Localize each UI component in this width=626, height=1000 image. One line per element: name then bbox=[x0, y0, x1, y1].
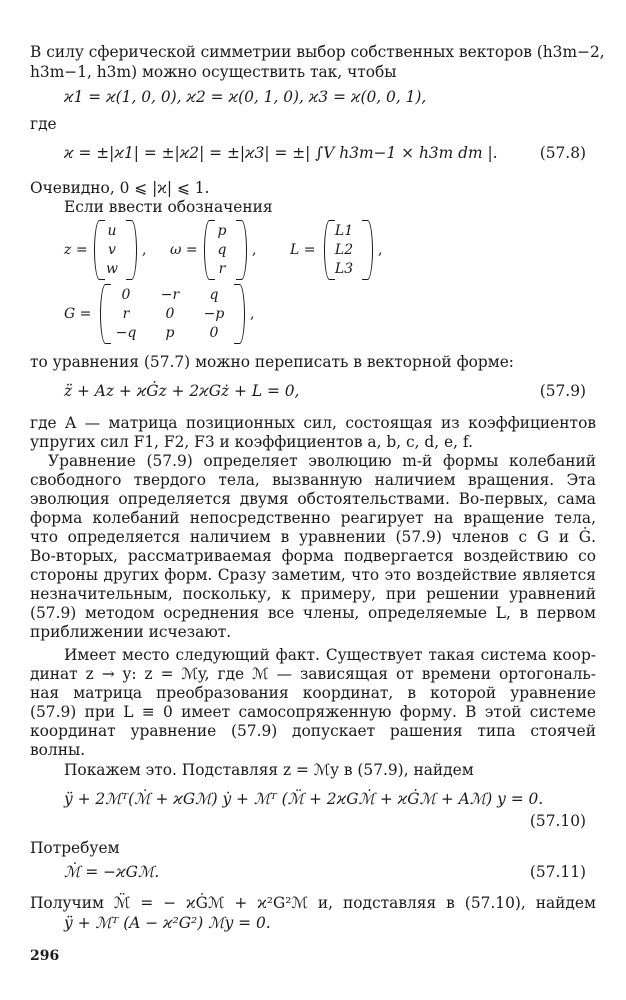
matrix-z bbox=[64, 220, 154, 280]
text-line: Получим ℳ̈ = − ϰĠℳ + ϰ²G²ℳ и, подставляя в (57.10), найдем bbox=[30, 894, 596, 912]
equation-57-9: z̈ + Az + ϰĠz + 2ϰGż + L = 0, bbox=[64, 382, 300, 400]
text-line: что определяется наличием в уравнении (57.9) членов с G и Ġ. bbox=[30, 528, 596, 546]
matrix-cell: u bbox=[107, 223, 117, 239]
separator: , bbox=[378, 242, 383, 258]
matrix-label: L = bbox=[290, 242, 316, 258]
matrix-L bbox=[290, 220, 400, 280]
text-line: Уравнение (57.9) определяет эволюцию m-й формы колебаний bbox=[48, 452, 596, 470]
text-line: ная матрица преобразования координат, в которой уравнение bbox=[30, 684, 596, 702]
matrix-label: z = bbox=[64, 242, 88, 258]
matrix-cell: 0 bbox=[165, 306, 175, 322]
paren-right bbox=[126, 220, 137, 280]
matrix-cell: L1 bbox=[334, 223, 354, 239]
paren-right bbox=[236, 220, 247, 280]
paren-left bbox=[100, 284, 111, 344]
text-line: В силу сферической симметрии выбор собственных векторов (h3m−2, bbox=[30, 43, 605, 61]
equation-number: (57.10) bbox=[529, 812, 586, 830]
separator: , bbox=[250, 306, 255, 322]
text-line: свободного твердого тела, вызванную наличием вращения. Эта bbox=[30, 471, 596, 489]
text-line: динат z → y: z = ℳy, где ℳ — зависящая от времени ортогональ- bbox=[30, 665, 596, 683]
matrix-cell: q bbox=[209, 287, 219, 303]
text-line: Если ввести обозначения bbox=[64, 198, 273, 216]
text-line: h3m−1, h3m) можно осуществить так, чтобы bbox=[30, 63, 397, 81]
text-line: волны. bbox=[30, 741, 86, 759]
text-line: приближении исчезают. bbox=[30, 623, 232, 641]
text-line: координат уравнение (57.9) допускает рашения типа стоячей bbox=[30, 722, 596, 740]
text-line: стороны других форм. Сразу заметим, что это воздействие является bbox=[30, 566, 596, 584]
matrix-cell: −p bbox=[203, 306, 225, 322]
equation-number: (57.8) bbox=[539, 144, 586, 162]
text-line: где bbox=[30, 115, 57, 133]
text-line: форма колебаний непосредственно реагирует на вращение тела, bbox=[30, 509, 596, 527]
paren-right bbox=[362, 220, 373, 280]
separator: , bbox=[142, 242, 147, 258]
equation-number: (57.11) bbox=[529, 863, 586, 881]
text-line: где A — матрица позиционных сил, состоящая из коэффициентов bbox=[30, 414, 596, 432]
text-line: Во-вторых, рассматриваемая форма подвергается воздействию со bbox=[30, 547, 596, 565]
text-line: Покажем это. Подставляя z = ℳy в (57.9), найдем bbox=[64, 761, 474, 779]
equation-57-11: ℳ̇ = −ϰGℳ. bbox=[64, 863, 160, 881]
matrix-G bbox=[64, 284, 264, 344]
text-line: Очевидно, 0 ⩽ |ϰ| ⩽ 1. bbox=[30, 179, 210, 197]
equation-57-8: ϰ = ±|ϰ1| = ±|ϰ2| = ±|ϰ3| = ±| ∫V h3m−1 × h3m dm |. bbox=[64, 144, 498, 162]
text-line: Потребуем bbox=[30, 839, 120, 857]
matrix-cell: r bbox=[122, 306, 130, 322]
separator: , bbox=[252, 242, 257, 258]
text-line: упругих сил F1, F2, F3 и коэффициентов a, b, c, d, e, f. bbox=[30, 433, 473, 451]
matrix-cell: 0 bbox=[121, 287, 131, 303]
equation-57-10: ÿ + 2ℳᵀ(ℳ̇ + ϰGℳ) ẏ + ℳᵀ (ℳ̈ + 2ϰGℳ̇ + ϰĠℳ + Aℳ) y = 0. bbox=[64, 790, 544, 808]
matrix-cell: −r bbox=[160, 287, 180, 303]
text-line: то уравнения (57.7) можно переписать в векторной форме: bbox=[30, 353, 514, 371]
matrix-cell: w bbox=[106, 261, 118, 277]
matrix-cell: L3 bbox=[334, 261, 354, 277]
paren-right bbox=[234, 284, 245, 344]
matrix-omega bbox=[170, 220, 270, 280]
matrix-cell: r bbox=[218, 261, 226, 277]
matrix-label: ω = bbox=[170, 242, 198, 258]
equation-number: (57.9) bbox=[539, 382, 586, 400]
matrix-cell: L2 bbox=[334, 242, 354, 258]
text-line: незначительным, поскольку, к примеру, при решении уравнений bbox=[30, 585, 596, 603]
equation-final: ÿ + ℳᵀ (A − ϰ²G²) ℳy = 0. bbox=[64, 914, 271, 932]
matrix-cell: p bbox=[217, 223, 227, 239]
matrix-cell: v bbox=[108, 242, 116, 258]
matrix-cell: 0 bbox=[209, 325, 219, 341]
text-line: (57.9) при L ≡ 0 имеет самосопряженную форму. В этой системе bbox=[30, 703, 596, 721]
matrix-cell: p bbox=[165, 325, 175, 341]
matrix-label: G = bbox=[64, 306, 92, 322]
matrix-cell: q bbox=[217, 242, 227, 258]
matrix-cell: −q bbox=[115, 325, 137, 341]
text-line: Имеет место следующий факт. Существует такая система коор- bbox=[64, 646, 596, 664]
equation-kappa: ϰ1 = ϰ(1, 0, 0), ϰ2 = ϰ(0, 1, 0), ϰ3 = ϰ(0, 0, 1), bbox=[64, 88, 427, 106]
text-line: эволюция определяется двумя обстоятельствами. Во-первых, сама bbox=[30, 490, 596, 508]
page-number: 296 bbox=[30, 948, 60, 964]
text-line: (57.9) методом осреднения все члены, определяемые L, в первом bbox=[30, 604, 596, 622]
